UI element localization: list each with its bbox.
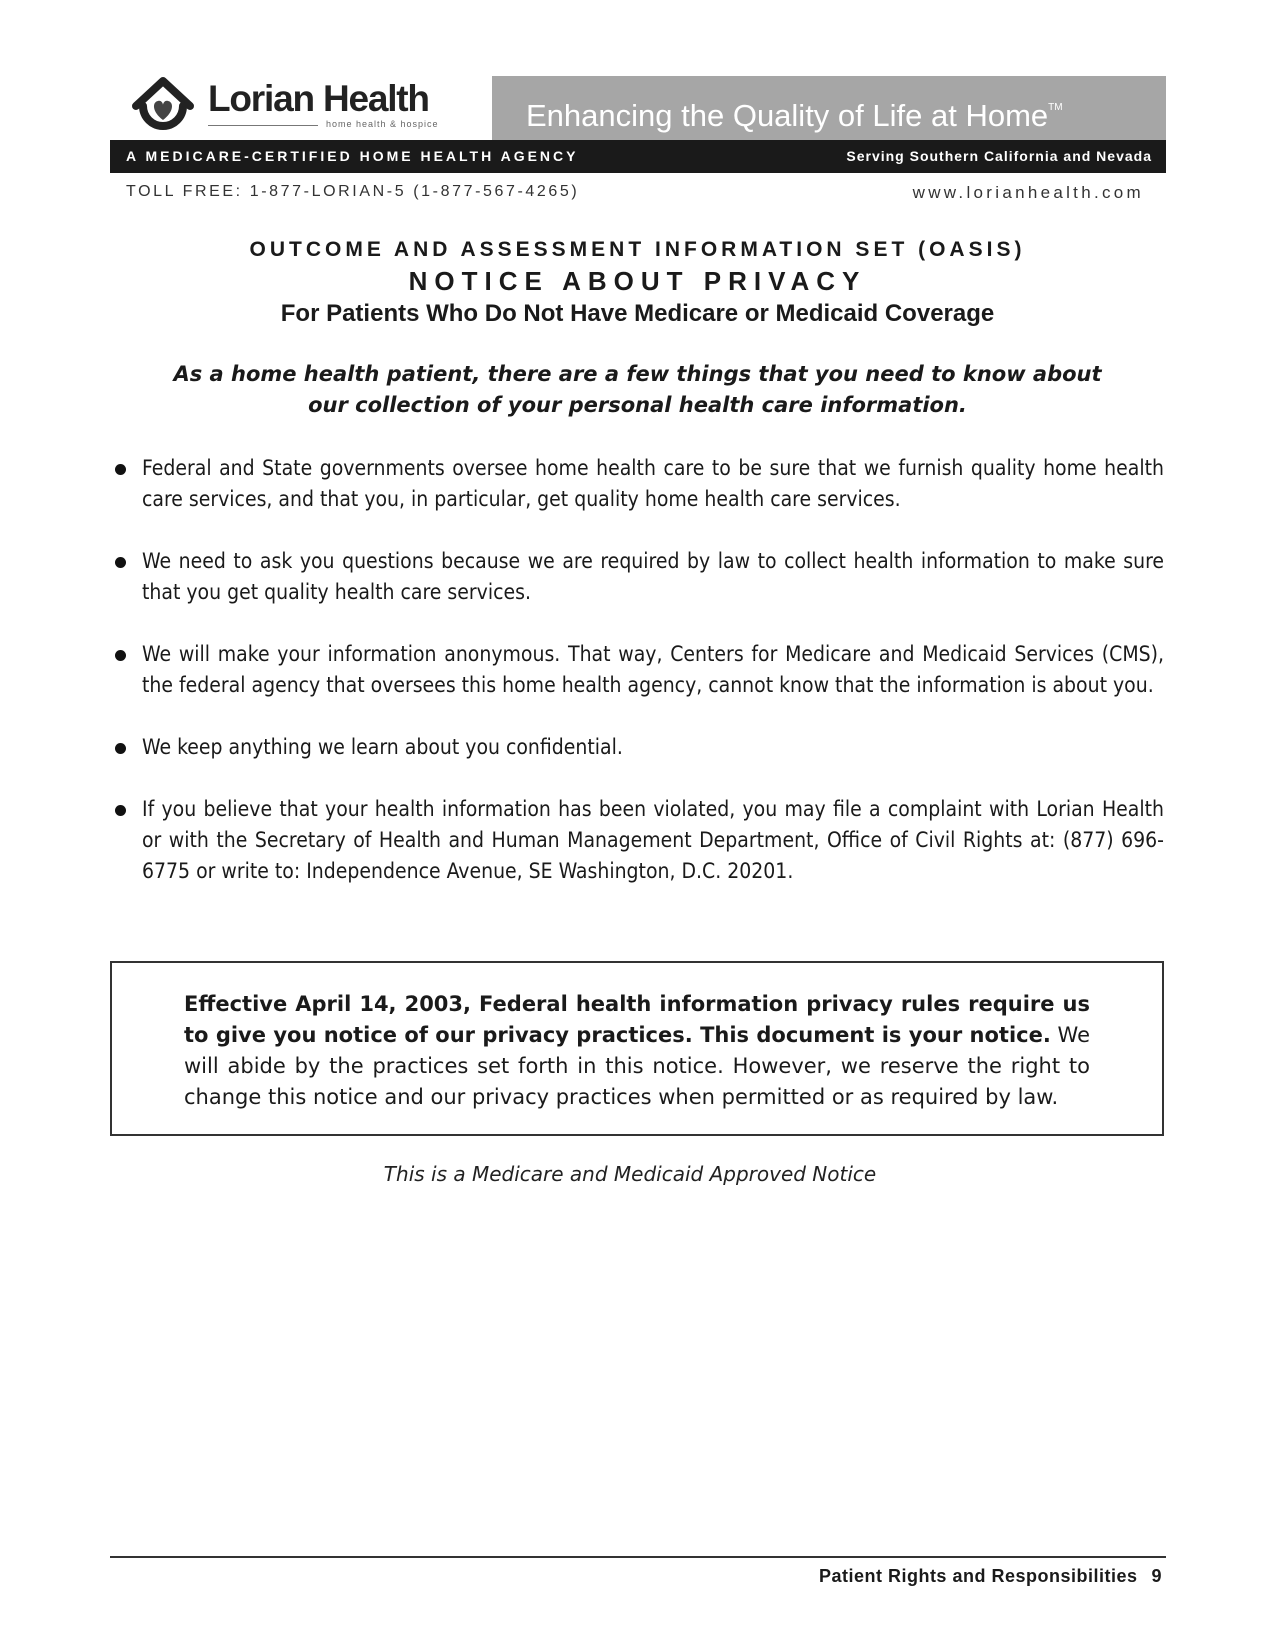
page-footer (819, 1566, 1162, 1587)
bullet-icon (115, 557, 126, 568)
list-item-text: Federal and State governments oversee home health care to be sure that we furnish quality home health care services, and that you, in particular, get quality home health care services. (142, 456, 1164, 511)
agency-bar (110, 140, 1166, 173)
document-title-oasis: OUTCOME AND ASSESSMENT INFORMATION SET (OASIS) (249, 238, 1026, 261)
bullet-icon (115, 464, 126, 475)
house-heart-icon (130, 72, 196, 140)
trademark-mark: TM (1048, 102, 1063, 113)
bullet-icon (115, 650, 126, 661)
privacy-notice-box (110, 961, 1164, 1136)
tagline-banner (492, 76, 1166, 140)
list-item (112, 639, 1164, 701)
logo-divider (208, 125, 318, 126)
list-item-text: We keep anything we learn about you confidential. (142, 735, 623, 759)
logo-subtitle: home health & hospice (326, 119, 439, 129)
list-item (112, 732, 1164, 763)
company-logo (130, 72, 460, 140)
notice-regular-text: We will abide by the practices set forth in this notice. However, we reserve the right to change this notice and our privacy practices when permitted or as required by law. (184, 1023, 1090, 1109)
document-title-block (0, 236, 1275, 330)
service-area: Serving Southern California and Nevada (846, 148, 1152, 164)
list-item-text: If you believe that your health information has been violated, you may file a complaint with Lorian Health or with the Secretary of Health and Human Management Department, Office of Civil Rights at: (877) 696-6775 or write to: Independence Avenue, SE Washington, D.C. 20201. (142, 797, 1164, 883)
agency-line: A MEDICARE-CERTIFIED HOME HEALTH AGENCY (126, 148, 579, 164)
list-item-text: We need to ask you questions because we are required by law to collect health information to make sure that you get quality health care services. (142, 549, 1164, 604)
logo-name: Lorian Health (208, 78, 429, 119)
notice-bold-text: Effective April 14, 2003, Federal health information privacy rules require us to give you notice of our privacy practices. This document is your notice. (184, 992, 1090, 1047)
bullet-icon (115, 743, 126, 754)
list-item (112, 794, 1164, 887)
tagline-text: Enhancing the Quality of Life at Home (526, 98, 1049, 133)
document-subtitle: For Patients Who Do Not Have Medicare or Medicaid Coverage (280, 300, 995, 327)
list-item (112, 546, 1164, 608)
page-number: 9 (1151, 1566, 1162, 1586)
document-title-privacy: NOTICE ABOUT PRIVACY (408, 266, 867, 296)
list-item (112, 453, 1164, 515)
list-item-text: We will make your information anonymous. That way, Centers for Medicare and Medicaid Services (CMS), the federal agency that oversees this home health agency, cannot know that the information is about you. (142, 642, 1164, 697)
bullet-icon (115, 805, 126, 816)
notice-paragraph (184, 989, 1090, 1113)
toll-free-number: TOLL FREE: 1-877-LORIAN-5 (1-877-567-4265) (126, 183, 580, 200)
footer-section-title: Patient Rights and Responsibilities (818, 1566, 1138, 1586)
bullet-list (112, 453, 1164, 918)
website-link[interactable]: www.lorianhealth.com (912, 183, 1144, 202)
approved-note: This is a Medicare and Medicaid Approved Notice (383, 1162, 877, 1186)
intro-statement: As a home health patient, there are a few things that you need to know about our collection of your personal health care information. (173, 362, 1102, 417)
footer-divider (110, 1556, 1166, 1558)
